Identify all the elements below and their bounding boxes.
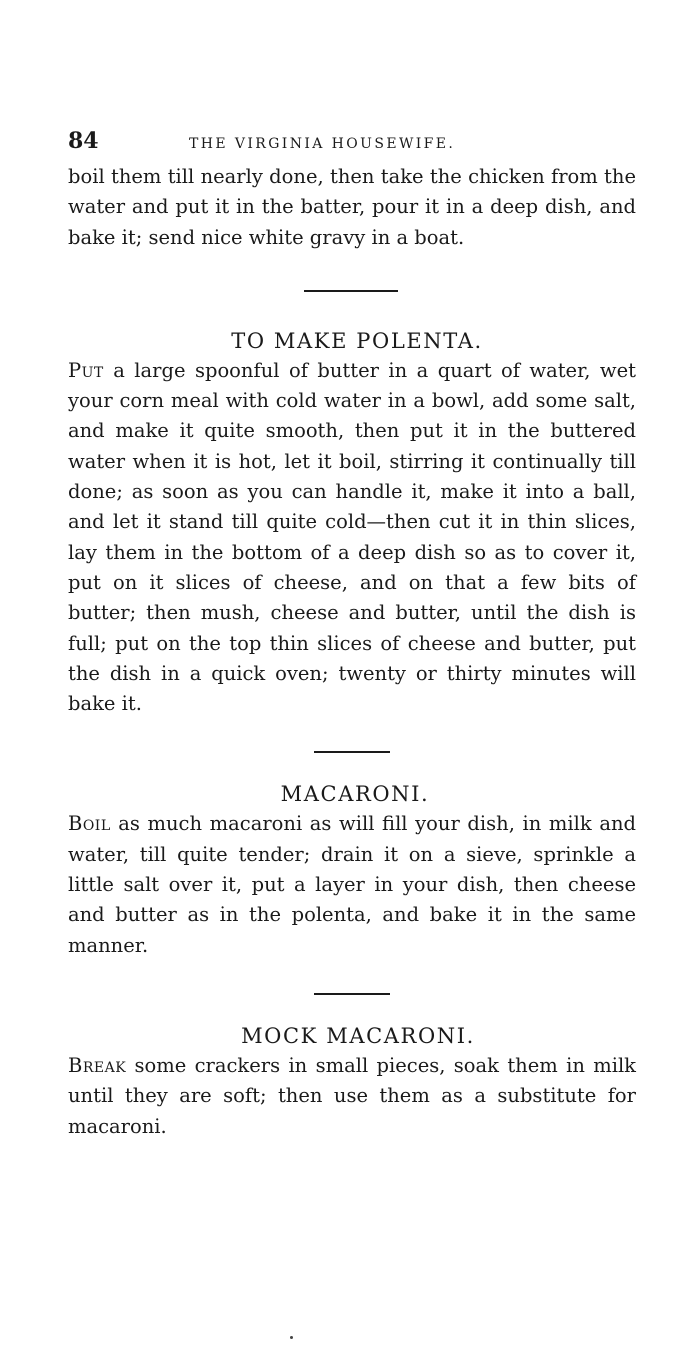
recipe-lead-word: Break — [68, 1053, 127, 1077]
recipe-text — [68, 1051, 636, 1142]
recipe-macaroni — [68, 779, 636, 960]
recipe-lead-word: Boil — [68, 812, 111, 836]
recipe-polenta — [68, 326, 636, 720]
book-page — [68, 128, 636, 1142]
section-divider — [314, 993, 390, 995]
recipe-title: TO MAKE POLENTA. — [231, 328, 483, 353]
running-title: THE VIRGINIA HOUSEWIFE. — [189, 136, 456, 152]
continuation-paragraph: boil them till nearly done, then take the chicken from the water and put it in the batter, pour it in a deep dish, and bake it; send nice white gravy in a boat. — [68, 165, 636, 249]
recipe-text — [68, 809, 636, 960]
recipe-body: as much macaroni as will fill your dish, in milk and water, till quite tender; drain it on a sieve, sprinkle a little salt over it, put a layer in your dish, then cheese and butter as in the polenta, and bake it in the same manner. — [68, 812, 636, 957]
recipe-text — [68, 356, 636, 720]
section-divider — [314, 751, 390, 753]
recipe-title: MOCK MACARONI. — [241, 1023, 475, 1048]
section-divider — [304, 290, 398, 292]
recipe-lead-word: Put — [68, 358, 104, 382]
recipe-title: MACARONI. — [280, 782, 430, 807]
running-head — [68, 128, 636, 162]
recipe-body: a large spoonful of butter in a quart of water, wet your corn meal with cold water in a bowl, add some salt, and make it quite smooth, then put it in the buttered water when it is hot, let it boil, stirring it continually till done; as soon as you can handle it, make it into a ball, and let it stand till quite cold—then cut it in thin slices, lay them in the bottom of a deep dish so as to cover it, put on it slices of cheese, and on that a few bits of butter; then mush, cheese and butter, until the dish is full; put on the top thin slices of cheese and butter, put the dish in a quick oven; twenty or thirty minutes will bake it. — [68, 358, 636, 716]
print-speck — [290, 1336, 293, 1339]
recipe-mock-macaroni — [68, 1021, 636, 1142]
page-number: 84 — [68, 128, 99, 154]
recipe-body: some crackers in small pieces, soak them in milk until they are soft; then use them as a substitute for macaroni. — [68, 1053, 636, 1138]
